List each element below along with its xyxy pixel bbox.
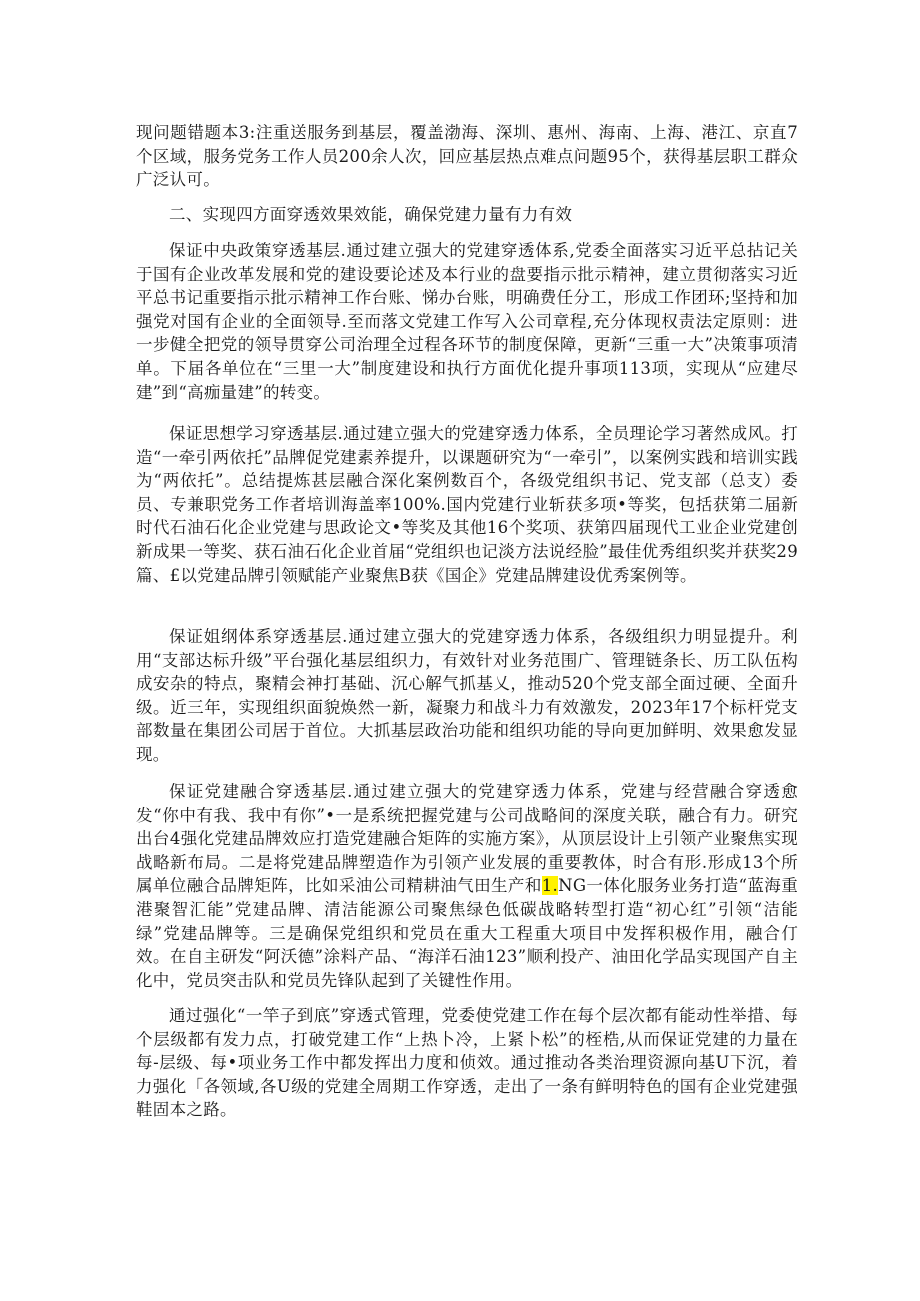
highlighted-text: 1.	[541, 876, 559, 896]
paragraph-conclusion: 通过强化“一竿子到底”穿透式管理，党委使党建工作在每个层次都有能动性举措、每个层级都有发力点，打破党建工作“上热卜冷，上紧卜松”的桎梏,从而保证党建的力量在每-层级、每•项业务工作中都发挥出力度和侦效。通过推动各类治理资源向基U下沉，着力强化「各领域,各U级的党建全周期工作穿透，走出了一条有鲜明特色的国有企业党建强鞋固本之路。	[136, 1006, 798, 1120]
paragraph-integration-part-a: 保证党建融合穿透基层.通过建立强大的党建穿透力体系，党建与经营融合穿透愈发“你中有我、我中有你”•一是系统把握党建与公司战略间的深度关联，融合有力。研究出台4强化党建品牌效应打造党建融合矩阵的实施方案》，从顶层设计上引领产业聚焦实现战略新布局。二是将党建品牌塑造作为引领产业发展的重要教体，时合有形.形成13个所属单位融合品牌矩阵，比如采油公司精耕油气田生产和	[136, 782, 798, 896]
paragraph-policy-penetration: 保证中央政策穿透基层.通过建立强大的党建穿透体系,党委全面落实习近平总拈记关于国有企业改革发展和党的建设要论述及本行业的盘要指示批示精神，建立贯彻落实习近平总书记重要指示批示精神工作台账、悌办台账，明确费任分工，形成工作团环;坚持和加强党对国有企业的全面领导.至而落文党建工作写入公司章程,充分体现权责法定原则：进一步健全把党的领导贯穿公司治理全过程各环节的制度保障，更新“三重一大”决策事项清单。下届各单位在“三里一大”制度建设和执行方面优化提升事项113项，实现从“应建尽建”到“高痂量建”的转变。	[136, 241, 798, 402]
paragraph-service-summary: 现问题错题本3:注重送服务到基层，覆盖渤海、深圳、惠州、海南、上海、港江、京直7个区域，服务党务工作人员200余人次，回应基层热点难点问题95个，获得基层职工群众广泛认可。	[136, 123, 798, 190]
section-heading-two: 二、实现四方面穿透效果效能，确保党建力量有力有效	[169, 205, 573, 224]
paragraph-study-penetration: 保证思想学习穿透基层.通过建立强大的党建穿透力体系，全员理论学习著然成风。打造“一牵引两依托”品牌促党建素养提升，以课题研究为“一牵引”，以案例实践和培训实践为“两依托”。总结提炼甚层融合深化案例数百个，各级党组织书记、党支部（总支）委员、专兼职党务工作者培训海盖率100%.国内党建行业斩获多项•等奖，包括获第二届新时代石油石化企业党建与思政论文•等奖及其他16个奖项、获第四届现代工业企业党建创新成果一等奖、获石油石化企业首届“党组织也记淡方法说经脸”最佳优秀组织奖并获奖29篇、£以党建品牌引领赋能产业聚焦B获《国企》党建品牌建设优秀案例等。	[136, 424, 798, 585]
paragraph-integration-penetration	[136, 780, 798, 992]
paragraph-organization-penetration: 保证姐纲体系穿透基层.通过建立强大的党建穿透力体系，各级组织力明显提升。利用“支部达标升级”平台强化基层组织力，有效针对业务范围广、管理链条长、历工队伍构成安杂的特点，聚精会神打基础、沉心解气抓基乂，推动520个党支部全面过硬、全面升级。近三年，实现组织面貌焕然一新，凝聚力和战斗力有效激发，2023年17个标杆党支部数量在集团公司居于首位。大抓基层政治功能和组织功能的导向更加鲜明、效果愈发显现。	[136, 627, 798, 764]
paragraph-integration-part-b: NG一体化服务业务打造“蓝海重港聚智汇能”党建品牌、清洁能源公司聚焦绿色低碳战略转型打造“初心红”引领“洁能绿”党建品牌等。三是确保党组织和党员在重大工程重大项目中发挥积极作用，融合仃效。在自主研发“阿沃德”涂料产品、“海洋石油123”顺利投产、油田化学品实现国产自主化中，党员突击队和党员先锋队起到了关键性作用。	[136, 876, 798, 990]
